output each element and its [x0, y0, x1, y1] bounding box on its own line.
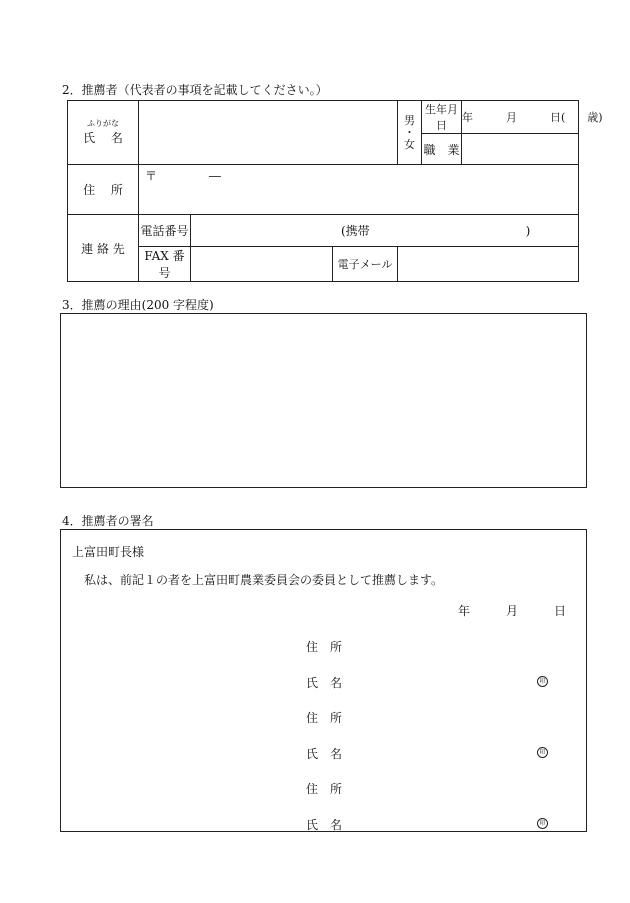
signer1-address-label: 住 所 — [306, 640, 343, 654]
birthdate-label: 生年月日 — [422, 101, 462, 134]
date-field[interactable]: 年 月 日 — [458, 604, 567, 618]
fax-field[interactable] — [191, 247, 333, 282]
furigana-label: ふりがな — [87, 119, 119, 128]
email-field[interactable] — [398, 247, 579, 282]
reason-textbox[interactable] — [60, 313, 587, 488]
section4-title: 4．推薦者の署名 — [62, 514, 154, 528]
name-label: 氏 名 — [83, 131, 123, 145]
address-field[interactable] — [139, 165, 579, 215]
name-label-cell — [68, 101, 139, 165]
signer3-name-label: 氏 名 — [306, 818, 343, 832]
gender-male[interactable]: 男 — [404, 113, 416, 127]
email-label: 電子メール — [333, 247, 398, 282]
signer3-seal-icon: 印 — [537, 818, 548, 829]
occupation-field[interactable] — [462, 134, 579, 165]
addressee: 上富田町長様 — [72, 545, 145, 559]
fax-label: FAX 番号 — [139, 247, 191, 282]
gender-dot: ・ — [404, 125, 416, 139]
postal-mark: 〒 ― — [145, 169, 221, 183]
mobile-label: (携帯 ) — [341, 224, 531, 238]
signer1-seal-icon: 印 — [537, 676, 548, 687]
contact-label: 連 絡 先 — [68, 215, 139, 282]
section2-title: 2．推薦者（代表者の事項を記載してください。） — [62, 83, 328, 97]
section3-title: 3．推薦の理由(200 字程度) — [62, 298, 214, 312]
signer2-address-label: 住 所 — [306, 711, 343, 725]
signer3-address-label: 住 所 — [306, 782, 343, 796]
name-field[interactable] — [139, 101, 398, 165]
birthdate-field[interactable]: 年 月 日( 歳) — [462, 101, 579, 134]
signer1-name-label: 氏 名 — [306, 676, 343, 690]
signer2-name-label: 氏 名 — [306, 747, 343, 761]
phone-label: 電話番号 — [139, 215, 191, 247]
gender-female[interactable]: 女 — [404, 137, 416, 151]
occupation-label: 職 業 — [422, 134, 462, 165]
gender-cell[interactable] — [398, 101, 422, 165]
statement: 私は、前記１の者を上富田町農業委員会の委員として推薦します。 — [84, 573, 444, 587]
phone-field[interactable] — [191, 215, 579, 247]
recommender-table — [67, 100, 603, 282]
signature-box — [60, 529, 587, 832]
signer2-seal-icon: 印 — [537, 747, 548, 758]
address-label: 住 所 — [68, 165, 139, 215]
